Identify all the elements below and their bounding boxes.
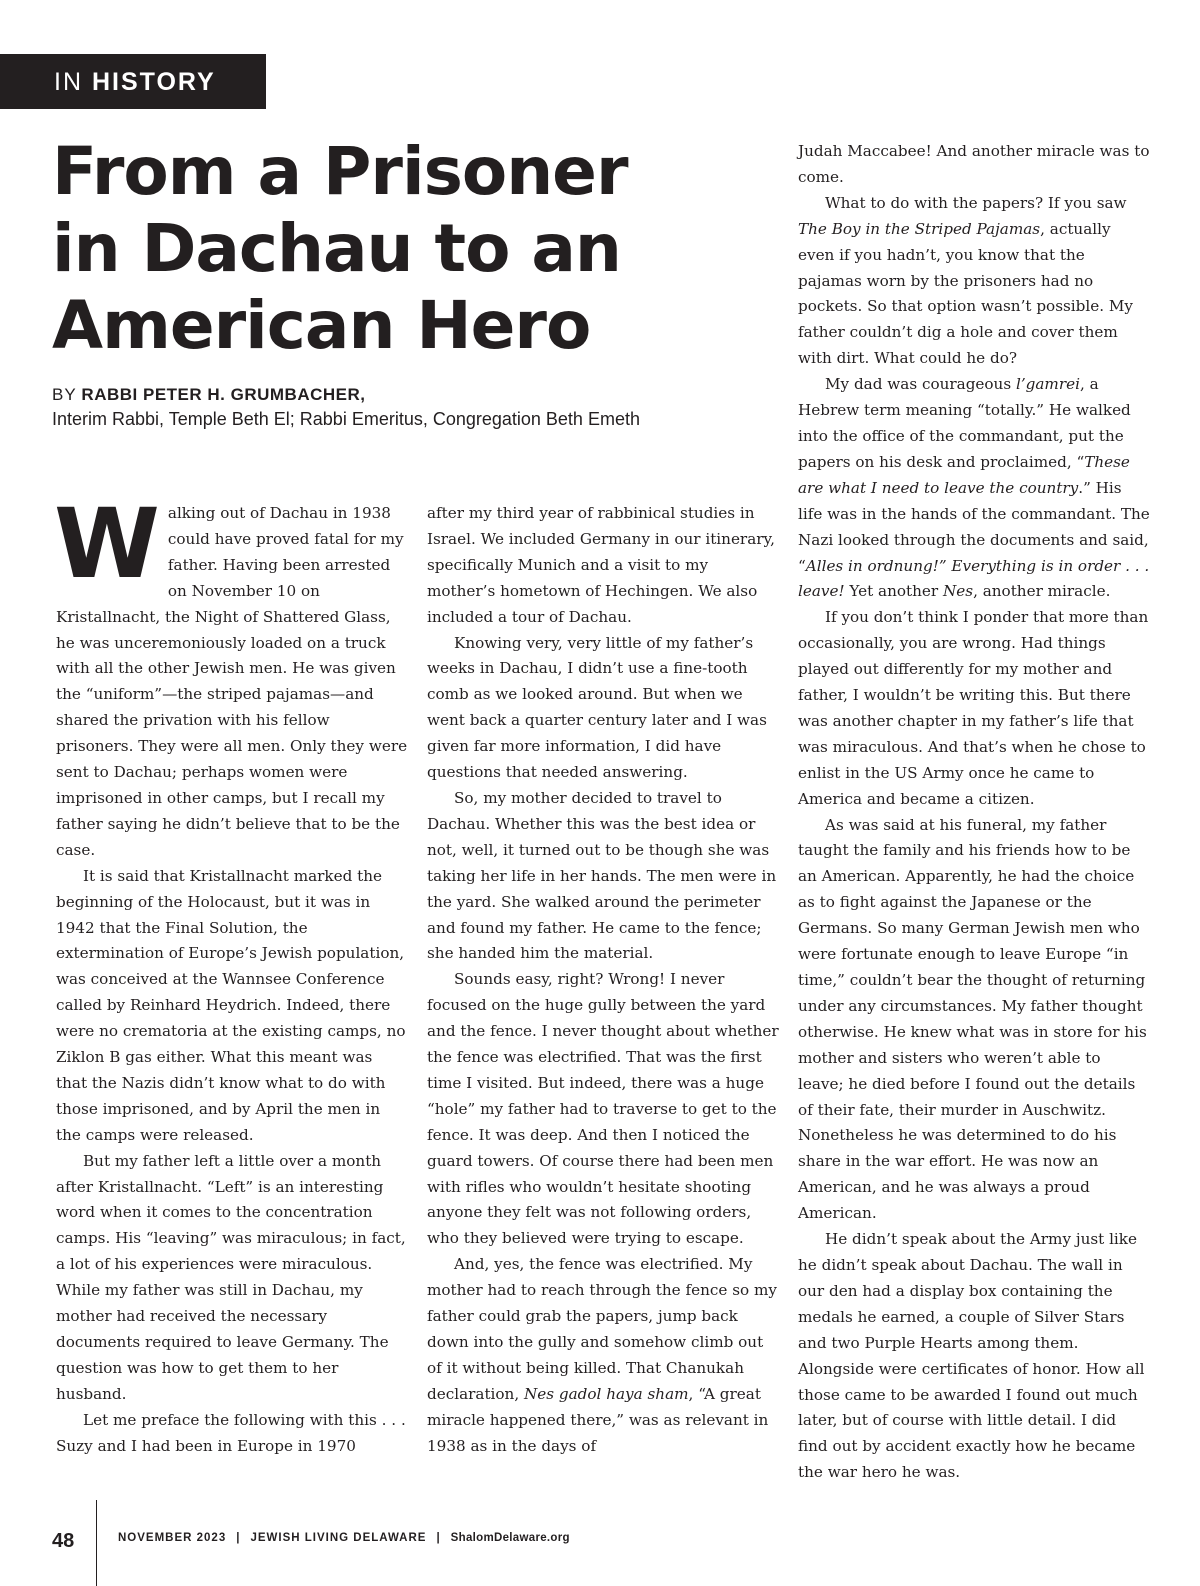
headline-line: in Dachau to an (52, 210, 621, 287)
drop-cap: W (54, 488, 160, 600)
paragraph-text: , actually even if you hadn’t, you know that the pajamas worn by the prisoners had no pockets. So that option wasn’t possible. My father couldn’t dig a hole and cover them with dirt. What could he do? (798, 219, 1133, 368)
paragraph-text: And, yes, the fence was electrified. My mother had to reach through the fence so my father could grab the papers, jump back down into the gully and somehow climb out of it without being killed. That Chanukah declaration, (427, 1255, 777, 1403)
paragraph-text: alking out of Dachau in 1938 could have proved fatal for my father. Having been arrested on November 10 on Kristallnacht, the Night of Shattered Glass, he was unceremoniously loaded on a truck with all the other Jewish men. He was given the “uniform”—the striped pajamas—and shared the privation with his fellow prisoners. They were all men. Only they were sent to Dachau; perhaps women were imprisoned in other camps, but I recall my father saying he didn’t believe that to be the case. (56, 504, 408, 859)
headline-line: From a Prisoner (52, 133, 628, 210)
italic-phrase: Alles in ordnung!” Everything is in order . . . leave! (798, 556, 1150, 601)
byline (52, 383, 640, 432)
italic-phrase: These are what I need to leave the country (798, 452, 1130, 497)
section-tag-prefix: IN (54, 68, 83, 96)
paragraph: Judah Maccabee! And another miracle was to come. (798, 142, 1150, 186)
paragraph: Sounds easy, right? Wrong! I never focused on the huge gully between the yard and the fence. I never thought about whether the fence was electrified. That was the first time I visited. But indeed, there was a huge “hole” my father had to traverse to get to the fence. It was deep. And then I noticed the guard towers. Of course there had been men with rifles who wouldn’t hesitate shooting anyone they felt was not following orders, who they believed were trying to escape. (427, 970, 779, 1248)
publication-name: JEWISH LIVING DELAWARE (250, 1532, 427, 1544)
section-tag (0, 54, 266, 109)
paragraph: If you don’t think I ponder that more than occasionally, you are wrong. Had things played out differently for my mother and father, I wouldn’t be writing this. But there was another chapter in my father’s life that was miraculous. And that’s when he chose to enlist in the US Army once he came to America and became a citizen. (798, 608, 1149, 808)
article-headline (52, 133, 752, 364)
website-link[interactable]: ShalomDelaware.org (450, 1532, 570, 1544)
headline-line: American Hero (52, 287, 591, 364)
article-column-2 (427, 501, 779, 1460)
footer-separator: | (436, 1532, 441, 1544)
paragraph (798, 191, 1150, 372)
paragraph-text: My dad was courageous (825, 375, 1016, 394)
footer-separator: | (236, 1532, 241, 1544)
author-name: RABBI PETER H. GRUMBACHER, (81, 385, 366, 404)
paragraph: after my third year of rabbinical studies in Israel. We included Germany in our itinerary, specifically Munich and a visit to my mother’s hometown of Hechingen. We also included a tour of Dachau. (427, 504, 775, 626)
paragraph: Let me preface the following with this . . . Suzy and I had been in Europe in 1970 (56, 1410, 406, 1455)
paragraph (54, 488, 408, 864)
paragraph-text: , a Hebrew term meaning “totally.” He walked into the office of the commandant, put the papers on his desk and proclaimed, “ (798, 375, 1131, 471)
paragraph: As was said at his funeral, my father taught the family and his friends how to be an American. Apparently, he had the choice as to fight against the Japanese or the Germans. So many German Jewish men who were fortunate enough to leave Europe “in time,” couldn’t bear the thought of returning under any circumstances. My father thought otherwise. He knew what was in store for his mother and sisters who weren’t able to leave; he died before I found out the details of their fate, their murder in Auschwitz. Nonetheless he was determined to do his share in the war effort. He was now an American, and he was always a proud American. (798, 815, 1147, 1223)
paragraph: He didn’t speak about the Army just like he didn’t speak about Dachau. The wall in our den had a display box containing the medals he earned, a couple of Silver Stars and two Purple Hearts among them. Alongside were certificates of honor. How all those came to be awarded I found out much later, but of course with little detail. I did find out by accident exactly how he became the war hero he was. (798, 1230, 1145, 1482)
paragraph-text: .” His life was in the hands of the commandant. The Nazi looked through the documents and said, “ (798, 478, 1150, 575)
issue-date: NOVEMBER 2023 (118, 1532, 227, 1544)
italic-phrase: The Boy in the Striped Pajamas (798, 219, 1041, 238)
page-footer (52, 1500, 752, 1586)
italic-phrase: Nes (942, 582, 974, 601)
page-number: 48 (52, 1530, 75, 1552)
author-affiliation: Interim Rabbi, Temple Beth El; Rabbi Emeritus, Congregation Beth Emeth (52, 409, 640, 429)
footer-divider (96, 1500, 97, 1586)
byline-prefix: BY (52, 385, 77, 404)
paragraph (427, 1252, 779, 1459)
paragraph-text: , “A great miracle happened there,” was as relevant in 1938 as in the days of (427, 1384, 769, 1455)
paragraph: So, my mother decided to travel to Dachau. Whether this was the best idea or not, well, it turned out to be though she was taking her life in her hands. The men were in the yard. She walked around the perimeter and found my father. He came to the fence; she handed him the material. (427, 788, 777, 963)
section-tag-label: HISTORY (91, 68, 216, 96)
paragraph: It is said that Kristallnacht marked the beginning of the Holocaust, but it was in 1942 that the Final Solution, the extermination of Europe’s Jewish population, was conceived at the Wannsee Conference called by Reinhard Heydrich. Indeed, there were no crematoria at the existing camps, no Ziklon B gas either. What this meant was that the Nazis didn’t know what to do with those imprisoned, and by April the men in the camps were released. (56, 866, 406, 1144)
italic-phrase: Nes gadol haya sham (523, 1384, 689, 1403)
article-column-3 (798, 139, 1150, 1486)
article-column-1 (54, 488, 408, 1460)
paragraph (798, 372, 1150, 605)
paragraph-text: , another miracle. (973, 582, 1111, 601)
paragraph-text: Yet another (844, 582, 943, 601)
paragraph: But my father left a little over a month after Kristallnacht. “Left” is an interesting word when it comes to the concentration camps. His “leaving” was miraculous; in fact, a lot of his experiences were miraculous. While my father was still in Dachau, my mother had received the necessary documents required to leave Germany. The question was how to get them to her husband. (56, 1151, 406, 1403)
paragraph-text: What to do with the papers? If you saw (825, 193, 1127, 212)
footer-text (118, 1532, 570, 1544)
italic-phrase: l’gamrei (1015, 375, 1080, 394)
paragraph: Knowing very, very little of my father’s weeks in Dachau, I didn’t use a fine-tooth comb as we looked around. But when we went back a quarter century later and I was given far more information, I did have questions that needed answering. (427, 633, 767, 782)
